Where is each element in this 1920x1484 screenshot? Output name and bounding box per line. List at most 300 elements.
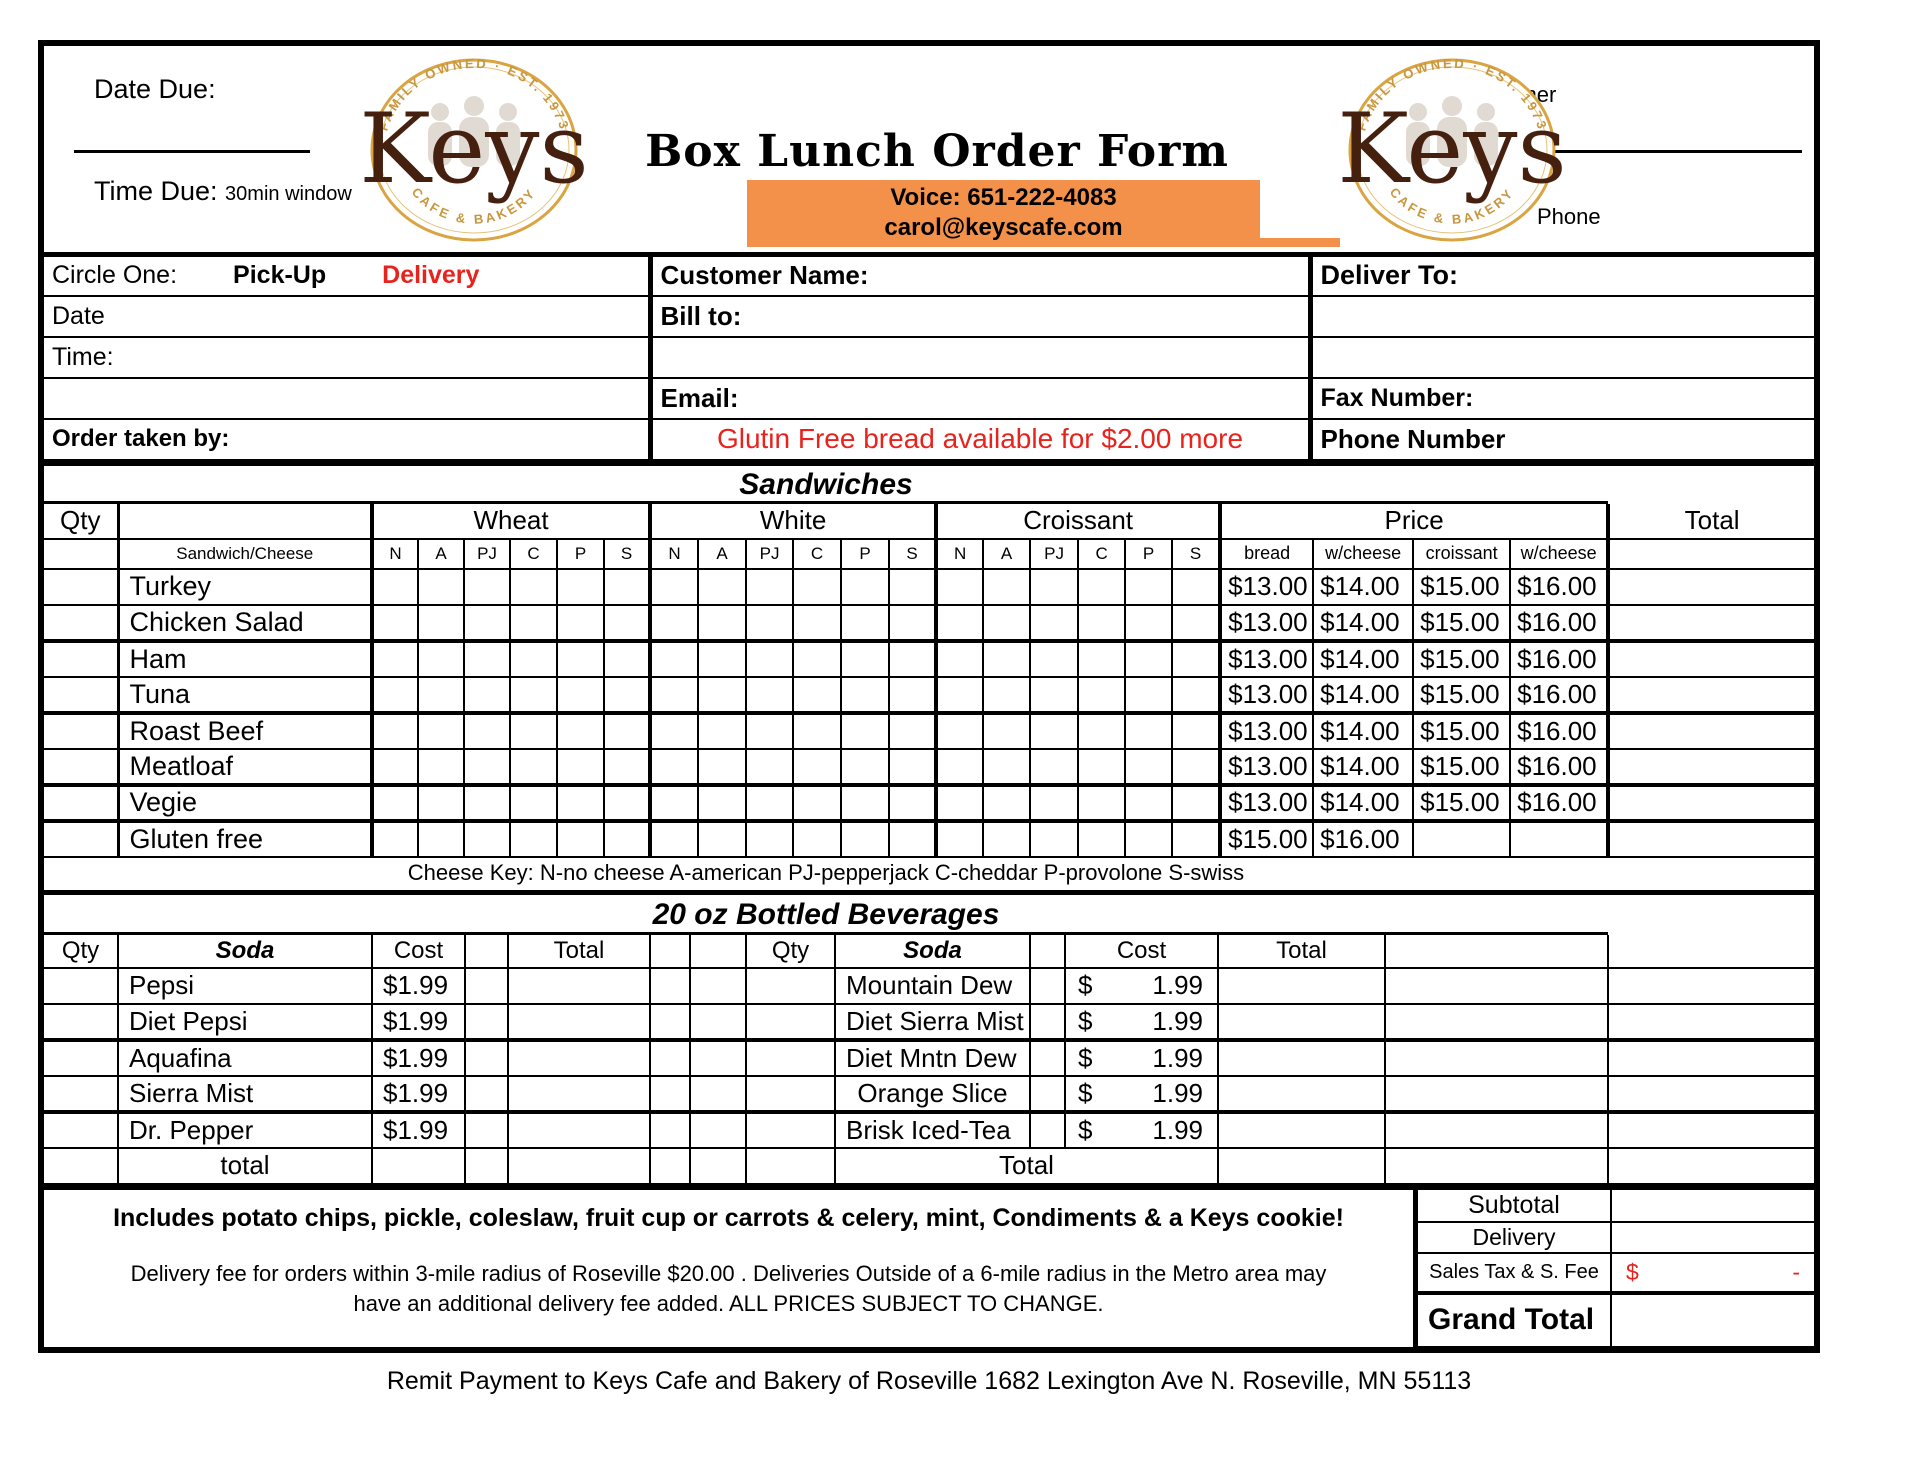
entry-cell[interactable] (793, 749, 841, 785)
soda-name: Sierra Mist (118, 1076, 372, 1112)
delivery-label: Delivery (1418, 1222, 1611, 1253)
entry-cell[interactable] (510, 749, 557, 785)
entry-cell[interactable] (650, 821, 698, 857)
entry-cell[interactable] (465, 968, 508, 1004)
time-due-text: Time Due: (94, 176, 218, 206)
entry-cell[interactable] (510, 569, 557, 605)
entry-cell[interactable] (1172, 785, 1220, 821)
entry-cell[interactable] (1608, 713, 1814, 749)
label-cell: bread (1220, 539, 1313, 569)
label-cell: $16.00 (1510, 677, 1608, 713)
label-cell: C (1078, 539, 1125, 569)
entry-cell[interactable] (746, 1112, 835, 1148)
includes-note: Includes potato chips, pickle, coleslaw, fruit cup or carrots & celery, mint, Condiments & a Keys cookie! (113, 1203, 1344, 1232)
entry-cell[interactable] (650, 1004, 690, 1040)
entry-cell[interactable] (841, 713, 889, 749)
entry-cell[interactable] (746, 1004, 835, 1040)
entry-cell[interactable] (1125, 605, 1172, 641)
entry-cell[interactable] (983, 641, 1030, 677)
entry-cell[interactable] (1218, 1148, 1385, 1184)
entry-cell[interactable] (44, 713, 118, 749)
entry-cell[interactable] (464, 641, 510, 677)
entry-cell[interactable] (557, 605, 604, 641)
entry-cell[interactable] (793, 821, 841, 857)
sandwich-name: Vegie (118, 785, 372, 821)
entry-cell[interactable] (746, 569, 793, 605)
entry-cell[interactable] (1030, 641, 1078, 677)
entry-cell[interactable] (464, 677, 510, 713)
entry-cell[interactable] (650, 677, 698, 713)
entry-cell[interactable] (650, 968, 690, 1004)
notes-block (44, 1190, 1413, 1347)
sales-tax-entry[interactable] (1611, 1253, 1814, 1293)
entry-cell[interactable] (889, 821, 936, 857)
entry-cell[interactable] (604, 677, 650, 713)
entry-cell[interactable] (1078, 785, 1125, 821)
entry-cell[interactable] (465, 1148, 508, 1184)
entry-cell[interactable] (418, 785, 464, 821)
subtotal-entry[interactable] (1611, 1190, 1814, 1222)
entry-cell[interactable] (418, 641, 464, 677)
entry-cell[interactable] (372, 641, 418, 677)
soda-cost: $ 1.99 (1065, 1112, 1218, 1148)
entry-cell[interactable] (1608, 641, 1814, 677)
label-cell: $15.00 (1413, 749, 1510, 785)
entry-cell[interactable] (1218, 1004, 1385, 1040)
entry-cell[interactable] (1608, 605, 1814, 641)
grand-total-entry[interactable] (1611, 1293, 1814, 1347)
entry-cell[interactable] (1218, 1076, 1385, 1112)
form-header (44, 46, 1814, 252)
label-cell: PJ (746, 539, 793, 569)
entry-cell[interactable] (557, 713, 604, 749)
entry-cell[interactable] (1030, 1112, 1065, 1148)
entry-cell[interactable] (793, 641, 841, 677)
entry-cell[interactable] (889, 749, 936, 785)
entry-cell[interactable] (1218, 1112, 1385, 1148)
beverage-row (44, 1004, 1814, 1040)
entry-cell[interactable] (372, 785, 418, 821)
entry-cell[interactable] (936, 749, 983, 785)
entry-cell[interactable] (793, 713, 841, 749)
entry-cell[interactable] (1172, 605, 1220, 641)
total-header: Total (508, 935, 650, 968)
entry-cell[interactable] (1510, 821, 1608, 857)
entry-cell[interactable] (44, 749, 118, 785)
entry-cell[interactable] (1078, 713, 1125, 749)
entry-cell[interactable] (1030, 713, 1078, 749)
entry-cell[interactable] (889, 785, 936, 821)
sandwich-name: Roast Beef (118, 713, 372, 749)
entry-cell[interactable] (690, 1076, 746, 1112)
entry-cell[interactable] (604, 641, 650, 677)
entry-cell[interactable] (418, 713, 464, 749)
entry-cell[interactable] (1078, 569, 1125, 605)
footer-section (44, 1185, 1814, 1347)
entry-cell[interactable] (889, 713, 936, 749)
entry-cell[interactable] (44, 1148, 118, 1184)
entry-cell[interactable] (372, 821, 418, 857)
entry-cell[interactable] (418, 605, 464, 641)
entry-cell[interactable] (372, 749, 418, 785)
label-cell: $13.00 (1220, 785, 1313, 821)
label-cell: w/cheese (1313, 539, 1413, 569)
entry-cell[interactable] (1030, 677, 1078, 713)
entry-cell[interactable] (1030, 1040, 1065, 1076)
entry-cell[interactable] (44, 1040, 118, 1076)
entry-cell[interactable] (604, 605, 650, 641)
pickup-option[interactable]: Pick-Up (233, 261, 327, 290)
entry-cell[interactable] (465, 1004, 508, 1040)
beverage-row (44, 1040, 1814, 1076)
entry-cell[interactable] (1125, 785, 1172, 821)
entry-cell[interactable] (44, 677, 118, 713)
entry-cell[interactable] (1078, 821, 1125, 857)
entry-cell[interactable] (1030, 821, 1078, 857)
entry-cell[interactable] (936, 677, 983, 713)
entry-cell[interactable] (464, 821, 510, 857)
qty-header: Qty (746, 935, 835, 968)
entry-cell[interactable] (508, 1148, 650, 1184)
entry-cell[interactable] (698, 749, 746, 785)
label-cell: C (510, 539, 557, 569)
label-cell: P (1125, 539, 1172, 569)
label-cell: N (936, 539, 983, 569)
entry-cell[interactable] (510, 821, 557, 857)
entry-cell[interactable] (604, 785, 650, 821)
deliver-to-entry2[interactable] (1310, 337, 1814, 378)
entry-cell[interactable] (936, 785, 983, 821)
entry-cell[interactable] (746, 713, 793, 749)
entry-cell[interactable] (698, 569, 746, 605)
deliver-to-entry[interactable] (1310, 296, 1814, 337)
entry-cell[interactable] (508, 968, 650, 1004)
entry-cell[interactable] (1125, 749, 1172, 785)
entry-cell[interactable] (508, 1076, 650, 1112)
qty-header: Qty (44, 504, 118, 539)
entry-cell[interactable] (698, 641, 746, 677)
entry-cell[interactable] (650, 1076, 690, 1112)
entry-cell[interactable] (746, 677, 793, 713)
entry-cell[interactable] (793, 677, 841, 713)
entry-cell[interactable] (44, 1076, 118, 1112)
entry-cell[interactable] (746, 1040, 835, 1076)
entry-cell[interactable] (464, 569, 510, 605)
entry-cell[interactable] (650, 569, 698, 605)
entry-cell[interactable] (44, 641, 118, 677)
entry-cell[interactable] (1078, 749, 1125, 785)
time-label: Time: (44, 337, 650, 378)
entry-cell[interactable] (690, 1112, 746, 1148)
entry-cell[interactable] (508, 1040, 650, 1076)
entry-cell[interactable] (1172, 713, 1220, 749)
entry-cell[interactable] (1608, 1040, 1814, 1076)
entry-cell[interactable] (650, 935, 690, 968)
entry-cell[interactable] (841, 605, 889, 641)
entry-cell[interactable] (889, 641, 936, 677)
label-cell: $13.00 (1220, 713, 1313, 749)
entry-cell[interactable] (936, 821, 983, 857)
entry-cell[interactable] (650, 1040, 690, 1076)
entry-cell[interactable] (372, 1148, 465, 1184)
entry-cell[interactable] (650, 749, 698, 785)
entry-cell[interactable] (1385, 1040, 1608, 1076)
entry-cell[interactable] (418, 821, 464, 857)
entry-cell[interactable] (557, 749, 604, 785)
entry-cell[interactable] (1608, 749, 1814, 785)
entry-cell[interactable] (1172, 641, 1220, 677)
customer-name-label: Customer Name: (650, 255, 1310, 296)
entry-cell[interactable] (1125, 569, 1172, 605)
entry-cell[interactable] (557, 569, 604, 605)
soda-cost: $ 1.99 (1065, 1004, 1218, 1040)
soda-name: Mountain Dew (835, 968, 1030, 1004)
entry-cell[interactable] (510, 713, 557, 749)
entry-cell[interactable] (1608, 1112, 1814, 1148)
entry-cell[interactable] (465, 1112, 508, 1148)
entry-cell[interactable] (889, 605, 936, 641)
entry-cell[interactable] (510, 677, 557, 713)
entry-cell[interactable] (44, 785, 118, 821)
entry-cell[interactable] (464, 785, 510, 821)
entry-cell[interactable] (841, 641, 889, 677)
entry-cell[interactable] (1030, 569, 1078, 605)
entry-cell[interactable] (1608, 935, 1814, 968)
label-cell: A (983, 539, 1030, 569)
entry-cell[interactable] (508, 1004, 650, 1040)
entry-cell[interactable] (889, 677, 936, 713)
entry-cell[interactable] (793, 569, 841, 605)
entry-cell[interactable] (650, 605, 698, 641)
entry-cell[interactable] (372, 677, 418, 713)
entry-cell[interactable] (604, 749, 650, 785)
sales-tax-currency: $ (1626, 1258, 1639, 1285)
entry-cell[interactable] (1078, 641, 1125, 677)
entry-cell[interactable] (983, 569, 1030, 605)
entry-cell[interactable] (690, 1004, 746, 1040)
entry-cell[interactable] (557, 785, 604, 821)
entry-cell[interactable] (372, 569, 418, 605)
entry-cell[interactable] (1413, 821, 1510, 857)
contact-email[interactable]: carol@keyscafe.com (884, 214, 1123, 241)
entry-cell[interactable] (936, 713, 983, 749)
soda-header: Soda (835, 935, 1030, 968)
entry-cell[interactable] (44, 1112, 118, 1148)
entry-cell[interactable] (44, 605, 118, 641)
entry-cell[interactable] (841, 677, 889, 713)
entry-cell[interactable] (1030, 785, 1078, 821)
entry-cell[interactable] (841, 569, 889, 605)
entry-cell[interactable] (510, 785, 557, 821)
entry-cell[interactable] (983, 785, 1030, 821)
entry-cell[interactable] (1608, 1076, 1814, 1112)
label-cell: croissant (1413, 539, 1510, 569)
entry-cell[interactable] (690, 1148, 746, 1184)
entry-cell[interactable] (1385, 1076, 1608, 1112)
entry-cell[interactable] (1218, 1040, 1385, 1076)
entry-cell[interactable] (118, 504, 372, 539)
entry-cell[interactable] (841, 749, 889, 785)
entry-cell[interactable] (510, 605, 557, 641)
entry-cell[interactable] (746, 785, 793, 821)
soda-name: Pepsi (118, 968, 372, 1004)
entry-cell[interactable] (698, 677, 746, 713)
entry-cell[interactable] (1608, 1148, 1814, 1184)
entry-cell[interactable] (1125, 641, 1172, 677)
sandwich-name: Ham (118, 641, 372, 677)
entry-cell[interactable] (698, 605, 746, 641)
blank-entry[interactable] (44, 378, 650, 419)
entry-cell[interactable] (464, 713, 510, 749)
entry-cell[interactable] (1172, 569, 1220, 605)
entry-cell[interactable] (793, 785, 841, 821)
soda-name: Dr. Pepper (118, 1112, 372, 1148)
entry-cell[interactable] (508, 1112, 650, 1148)
entry-cell[interactable] (1078, 677, 1125, 713)
entry-cell[interactable] (983, 713, 1030, 749)
entry-cell[interactable] (557, 821, 604, 857)
entry-cell[interactable] (746, 641, 793, 677)
entry-cell[interactable] (1172, 749, 1220, 785)
entry-cell[interactable] (1030, 1076, 1065, 1112)
entry-cell[interactable] (1030, 968, 1065, 1004)
entry-cell[interactable] (936, 605, 983, 641)
delivery-fee-note-line1: Delivery fee for orders within 3-mile radius of Roseville $20.00 . Deliveries Outside of a 6-mile radius in the Metro area may (130, 1260, 1327, 1286)
sandwich-row (44, 605, 1814, 641)
soda-cost: $ 1.99 (1065, 1040, 1218, 1076)
entry-cell[interactable] (650, 1148, 690, 1184)
entry-cell[interactable] (650, 641, 698, 677)
entry-cell[interactable] (1172, 821, 1220, 857)
entry-cell[interactable] (44, 968, 118, 1004)
entry-cell[interactable] (1608, 677, 1814, 713)
entry-cell[interactable] (1385, 1148, 1608, 1184)
entry-cell[interactable] (418, 569, 464, 605)
soda-cost: $1.99 (372, 1004, 465, 1040)
entry-cell[interactable] (1608, 821, 1814, 857)
entry-cell[interactable] (746, 1148, 835, 1184)
entry-cell[interactable] (983, 749, 1030, 785)
entry-cell[interactable] (650, 785, 698, 821)
entry-cell[interactable] (936, 569, 983, 605)
entry-cell[interactable] (1385, 935, 1608, 968)
cost-header: Cost (372, 935, 465, 968)
entry-cell[interactable] (1030, 935, 1065, 968)
entry-cell[interactable] (1078, 605, 1125, 641)
bill-to-entry[interactable] (650, 337, 1310, 378)
entry-cell[interactable] (1608, 1004, 1814, 1040)
entry-cell[interactable] (698, 713, 746, 749)
entry-cell[interactable] (1608, 968, 1814, 1004)
entry-cell[interactable] (465, 1076, 508, 1112)
entry-cell[interactable] (1385, 1004, 1608, 1040)
entry-cell[interactable] (418, 677, 464, 713)
entry-cell[interactable] (746, 1076, 835, 1112)
entry-cell[interactable] (1030, 749, 1078, 785)
remit-line: Remit Payment to Keys Cafe and Bakery of Roseville 1682 Lexington Ave N. Roseville, MN 55113 (386, 1366, 1472, 1395)
entry-cell[interactable] (604, 821, 650, 857)
entry-cell[interactable] (690, 1040, 746, 1076)
entry-cell[interactable] (746, 605, 793, 641)
entry-cell[interactable] (690, 968, 746, 1004)
entry-cell[interactable] (1608, 785, 1814, 821)
entry-cell[interactable] (983, 677, 1030, 713)
entry-cell[interactable] (983, 605, 1030, 641)
label-cell: $16.00 (1510, 785, 1608, 821)
entry-cell[interactable] (604, 713, 650, 749)
label-cell: C (793, 539, 841, 569)
entry-cell[interactable] (1125, 821, 1172, 857)
contact-banner (747, 180, 1260, 247)
entry-cell[interactable] (464, 749, 510, 785)
entry-cell[interactable] (746, 821, 793, 857)
sandwich-name: Tuna (118, 677, 372, 713)
entry-cell[interactable] (841, 821, 889, 857)
label-cell: $13.00 (1220, 677, 1313, 713)
entry-cell[interactable] (1608, 569, 1814, 605)
entry-cell[interactable] (1218, 968, 1385, 1004)
entry-cell[interactable] (44, 539, 118, 569)
entry-cell[interactable] (1608, 539, 1814, 569)
total-header: Total (1218, 935, 1385, 968)
entry-cell[interactable] (418, 749, 464, 785)
entry-cell[interactable] (650, 1112, 690, 1148)
entry-cell[interactable] (650, 713, 698, 749)
entry-cell[interactable] (889, 569, 936, 605)
label-cell: $15.00 (1413, 677, 1510, 713)
entry-cell[interactable] (936, 641, 983, 677)
entry-cell[interactable] (557, 677, 604, 713)
delivery-option[interactable]: Delivery (382, 261, 480, 290)
entry-cell[interactable] (510, 641, 557, 677)
delivery-entry[interactable] (1611, 1222, 1814, 1253)
entry-cell[interactable] (983, 821, 1030, 857)
entry-cell[interactable] (746, 968, 835, 1004)
entry-cell[interactable] (841, 785, 889, 821)
entry-cell[interactable] (557, 641, 604, 677)
entry-cell[interactable] (465, 935, 508, 968)
entry-cell[interactable] (1385, 968, 1608, 1004)
entry-cell[interactable] (44, 821, 118, 857)
entry-cell[interactable] (44, 569, 118, 605)
entry-cell[interactable] (698, 821, 746, 857)
soda-name: Orange Slice (835, 1076, 1030, 1112)
entry-cell[interactable] (465, 1040, 508, 1076)
info-table (44, 252, 1814, 461)
entry-cell[interactable] (372, 713, 418, 749)
entry-cell[interactable] (604, 569, 650, 605)
entry-cell[interactable] (1385, 1112, 1608, 1148)
entry-cell[interactable] (44, 1004, 118, 1040)
entry-cell[interactable] (698, 785, 746, 821)
entry-cell[interactable] (793, 605, 841, 641)
entry-cell[interactable] (690, 935, 746, 968)
entry-cell[interactable] (1030, 1004, 1065, 1040)
entry-cell[interactable] (1125, 677, 1172, 713)
label-cell: $14.00 (1313, 569, 1413, 605)
label-cell: $15.00 (1220, 821, 1313, 857)
sandwich-name: Gluten free (118, 821, 372, 857)
entry-cell[interactable] (372, 605, 418, 641)
entry-cell[interactable] (1172, 677, 1220, 713)
entry-cell[interactable] (464, 605, 510, 641)
beverages-section (44, 890, 1814, 1185)
label-cell: $16.00 (1313, 821, 1413, 857)
entry-cell[interactable] (1030, 605, 1078, 641)
soda-name: Brisk Iced-Tea (835, 1112, 1030, 1148)
entry-cell[interactable] (1125, 713, 1172, 749)
entry-cell[interactable] (746, 749, 793, 785)
